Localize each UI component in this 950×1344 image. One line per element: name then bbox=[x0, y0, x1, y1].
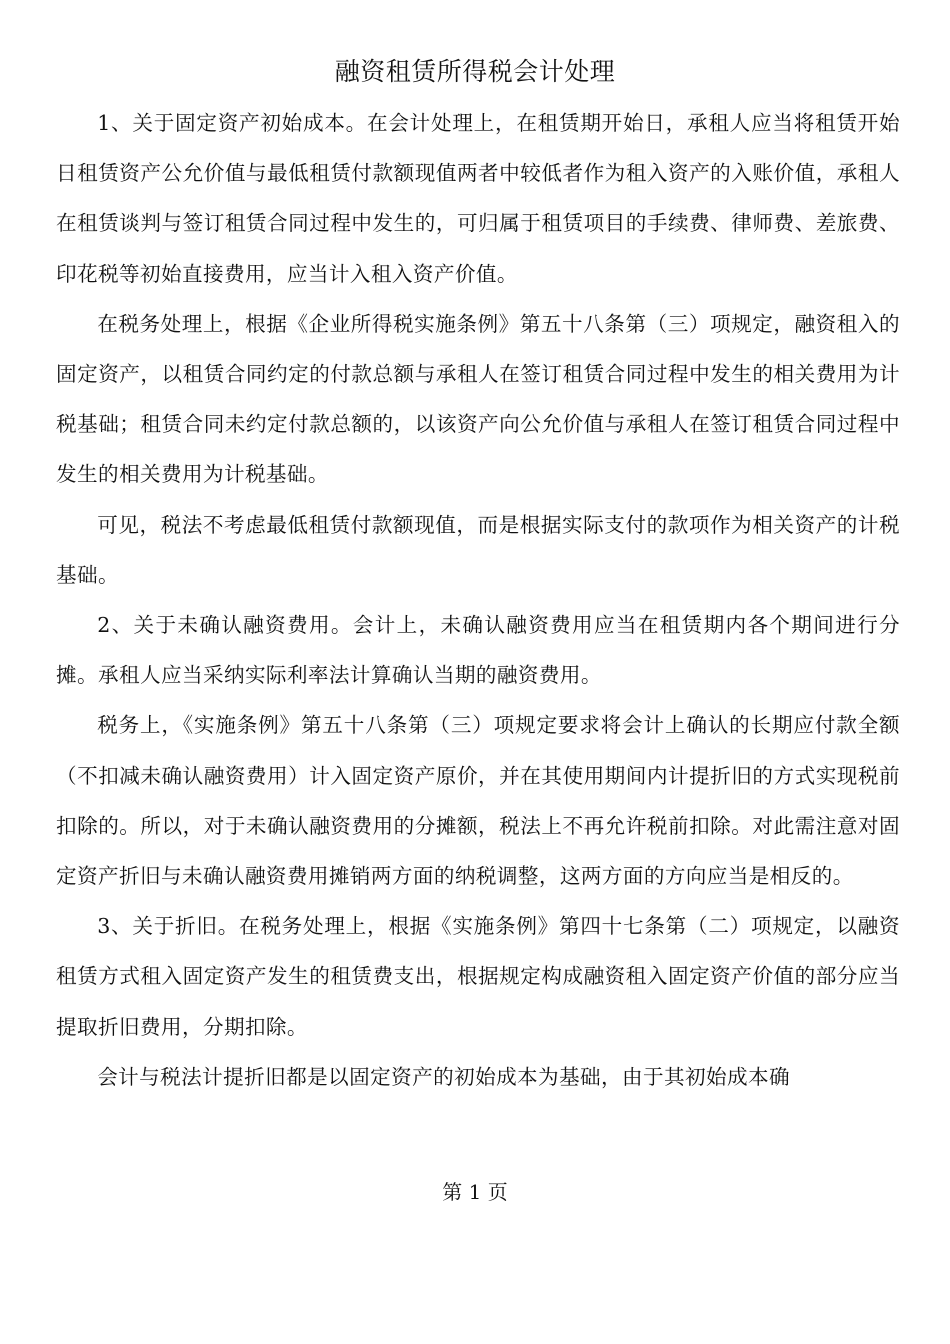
paragraph-unrecognized-financing-cost: 2、关于未确认融资费用。会计上，未确认融资费用应当在租赁期内各个期间进行分摊。承租人应当采纳实际利率法计算确认当期的融资费用。 bbox=[56, 613, 900, 688]
paragraph-accounting-vs-tax-depreciation: 会计与税法计提折旧都是以固定资产的初始成本为基础，由于其初始成本确 bbox=[97, 1064, 790, 1089]
document-body bbox=[56, 98, 900, 1102]
paragraph-depreciation: 3、关于折旧。在税务处理上，根据《实施条例》第四十七条第（二）项规定，以融资租赁方式租入固定资产发生的租赁费支出，根据规定构成融资租入固定资产价值的部分应当提取折旧费用，分期扣除。 bbox=[56, 914, 900, 1039]
paragraph-tax-unrecognized-financing: 税务上，《实施条例》第五十八条第（三）项规定要求将会计上确认的长期应付款全额（不扣减未确认融资费用）计入固定资产原价，并在其使用期间内计提折旧的方式实现税前扣除的。所以，对于未确认融资费用的分摊额，税法上不再允许税前扣除。对此需注意对固定资产折旧与未确认融资费用摊销两方面的纳税调整，这两方面的方向应当是相反的。 bbox=[56, 713, 900, 889]
paragraph-tax-law-note: 可见，税法不考虑最低租赁付款额现值，而是根据实际支付的款项作为相关资产的计税基础。 bbox=[56, 512, 900, 587]
paragraph-fixed-asset-initial-cost: 1、关于固定资产初始成本。在会计处理上，在租赁期开始日，承租人应当将租赁开始日租赁资产公允价值与最低租赁付款额现值两者中较低者作为租入资产的入账价值，承租人在租赁谈判与签订租赁合同过程中发生的，可归属于租赁项目的手续费、律师费、差旅费、印花税等初始直接费用，应当计入租入资产价值。 bbox=[56, 111, 900, 286]
document-title: 融资租赁所得税会计处理 bbox=[334, 57, 616, 86]
page-number: 第 1 页 bbox=[442, 1180, 508, 1204]
paragraph-tax-treatment-basis: 在税务处理上，根据《企业所得税实施条例》第五十八条第（三）项规定，融资租入的固定资产，以租赁合同约定的付款总额与承租人在签订租赁合同过程中发生的相关费用为计税基础；租赁合同未约定付款总额的，以该资产向公允价值与承租人在签订租赁合同过程中发生的相关费用为计税基础。 bbox=[56, 311, 900, 487]
